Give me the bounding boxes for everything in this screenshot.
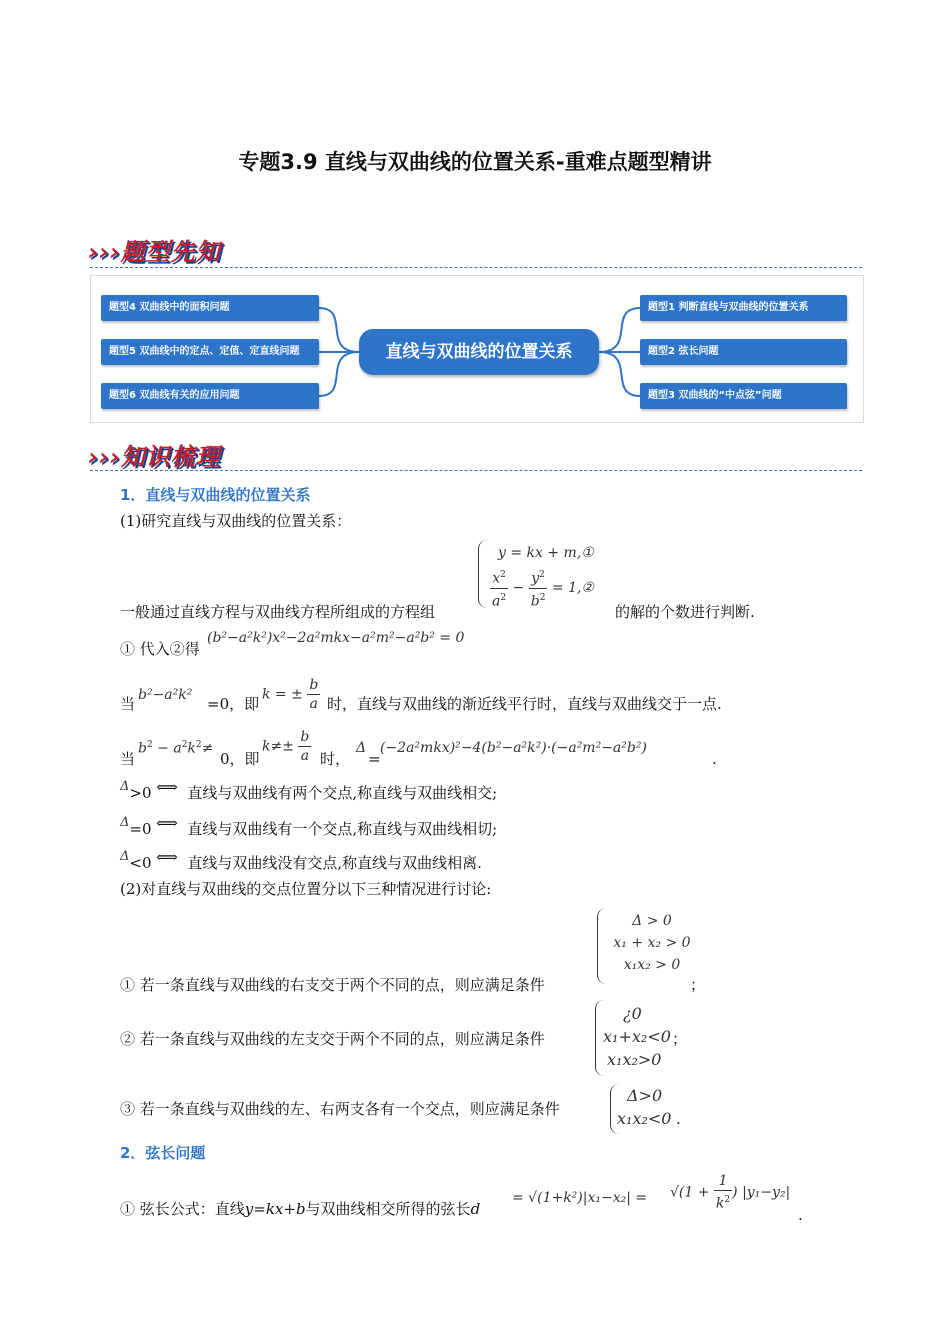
banner-knowledge [88, 437, 221, 472]
system-brace [478, 540, 487, 608]
delta-case [120, 848, 482, 872]
system-brace [597, 908, 606, 984]
paragraph: 的解的个数进行判断. [615, 603, 755, 621]
text: 与双曲线相交所得的弦长 [305, 1200, 471, 1218]
abs-y-diff: |y₁−y₂| [742, 1184, 791, 1201]
divider [90, 267, 862, 268]
chord-formula-1: = √(1+k²)|x₁−x₂| = [512, 1190, 648, 1206]
banner-arrows: ››› [88, 238, 121, 266]
expression: b²−a²k² [138, 687, 193, 703]
iff-arrow: ⟺ [156, 814, 178, 832]
system-eq2-tail: = 1,② [551, 580, 594, 597]
mindmap-item-type6: 题型6 双曲线有关的应用问题 [101, 383, 319, 409]
connector [319, 308, 359, 352]
punct: ； [690, 976, 706, 994]
paragraph: ② 若一条直线与双曲线的左支交于两个不同的点，则应满足条件 [120, 1030, 545, 1048]
iff-arrow: ⟺ [156, 848, 178, 866]
mindmap-center: 直线与双曲线的位置关系 [359, 329, 599, 375]
banner-arrows: ››› [88, 443, 121, 471]
relation: <0 [129, 854, 152, 872]
delta-case [120, 778, 497, 802]
d-symbol: d [470, 1200, 481, 1218]
connector [599, 308, 640, 352]
connector [319, 352, 359, 396]
condition2-system [603, 1002, 671, 1071]
condition-line: Δ > 0 [632, 913, 672, 929]
expression: $b^2 - a^2k^2\ne$ [138, 740, 214, 757]
mindmap-item-type3: 题型3 双曲线的“中点弦”问题 [640, 383, 847, 409]
period: . [712, 750, 717, 768]
case-text: 直线与双曲线有两个交点,称直线与双曲线相交; [187, 784, 498, 802]
delta-symbol: Δ [120, 849, 130, 864]
paragraph: 时， [320, 750, 351, 768]
connector [599, 352, 640, 396]
condition1-system [612, 910, 692, 976]
mindmap-item-type2: 题型2 弦长问题 [640, 339, 847, 365]
period: . [798, 1206, 803, 1224]
case-text: 直线与双曲线有一个交点,称直线与双曲线相切; [187, 820, 498, 838]
fraction-y2-b2: $\frac{y^2}{b^2}$ [529, 566, 548, 610]
paragraph: 当 [120, 750, 136, 768]
relation: =0 [129, 820, 152, 838]
k-value [262, 728, 311, 765]
fraction-1-k2: $\frac{1}{k^2}$ [715, 1173, 731, 1212]
page-title: 专题3.9 直线与双曲线的位置关系-重难点题型精讲 [238, 150, 712, 174]
paragraph: 时，直线与双曲线的渐近线平行时，直线与双曲线交于一点. [327, 695, 722, 713]
condition-line: x₁ + x₂ > 0 [613, 935, 691, 951]
fraction-b-a: $\frac{b}{a}$ [300, 729, 310, 764]
k-label: k≠± [262, 738, 294, 755]
line-equation: y=kx+b [244, 1200, 306, 1218]
condition3-system [617, 1084, 671, 1130]
banner-question-types [88, 232, 221, 267]
mindmap [90, 275, 864, 423]
delta-symbol: Δ [120, 779, 130, 794]
case-text: 直线与双曲线没有交点,称直线与双曲线相离. [187, 854, 482, 872]
mindmap-item-type1: 题型1 判断直线与双曲线的位置关系 [640, 295, 847, 321]
punct: ； [672, 1030, 688, 1048]
condition-line: x₁x₂>0 [607, 1050, 662, 1069]
punct: . [676, 1110, 681, 1128]
paragraph: (1)研究直线与双曲线的位置关系： [120, 512, 352, 530]
system-eq2: $\frac{x^2}{a^2}$ − $\frac{y^2}{b^2}$ = 1,② [490, 566, 594, 610]
paragraph: (2)对直线与双曲线的交点位置分以下三种情况进行讨论: [120, 880, 492, 898]
iff-arrow: ⟺ [156, 778, 178, 796]
chord-length-text [120, 1200, 480, 1218]
paragraph: 0，即 [220, 750, 260, 768]
paragraph: ③ 若一条直线与双曲线的左、右两支各有一个交点，则应满足条件 [120, 1100, 560, 1118]
equals: = [368, 750, 381, 768]
mindmap-item-type5: 题型5 双曲线中的定点、定值、定直线问题 [101, 339, 319, 365]
fraction-b-a: $\frac{b}{a}$ [309, 677, 319, 712]
delta-symbol: Δ [120, 815, 130, 830]
paragraph: 一般通过直线方程与双曲线方程所组成的方程组 [120, 603, 436, 621]
paragraph: ① 若一条直线与双曲线的右支交于两个不同的点，则应满足条件 [120, 976, 545, 994]
paragraph: ① 代入②得 [120, 640, 200, 658]
paragraph: =0，即 [207, 695, 260, 713]
condition-line: ¿0 [623, 1004, 642, 1023]
k-label: k = ± [262, 686, 303, 703]
condition-line: x₁+x₂<0 [603, 1027, 671, 1046]
k-value [262, 676, 320, 713]
section2-heading: 2．弦长问题 [120, 1144, 206, 1162]
delta-case [120, 814, 497, 838]
discriminant-expression: (−2a²mkx)²−4(b²−a²k²)·(−a²m²−a²b²) [380, 740, 647, 756]
condition-line: x₁x₂<0 [617, 1109, 672, 1128]
chord-formula-2: √(1 + $\frac{1}{k^2}$ ) |y₁−y₂| [670, 1173, 791, 1212]
delta-symbol: Δ [356, 740, 367, 756]
banner-question-types-label: 题型先知 [120, 238, 221, 266]
relation: >0 [129, 784, 152, 802]
text: ① 弦长公式：直线 [120, 1200, 245, 1218]
system-eq1: y = kx + m,① [498, 545, 594, 561]
mindmap-item-type4: 题型4 双曲线中的面积问题 [101, 295, 319, 321]
fraction-x2-a2: $\frac{x^2}{a^2}$ [490, 566, 508, 610]
condition-line: x₁x₂ > 0 [623, 957, 681, 973]
quadratic-equation: (b²−a²k²)x²−2a²mkx−a²m²−a²b² = 0 [207, 630, 465, 646]
divider [90, 470, 862, 471]
section1-heading: 1．直线与双曲线的位置关系 [120, 486, 311, 504]
paragraph: 当 [120, 695, 136, 713]
banner-knowledge-label: 知识梳理 [120, 443, 221, 471]
condition-line: Δ>0 [627, 1086, 663, 1105]
